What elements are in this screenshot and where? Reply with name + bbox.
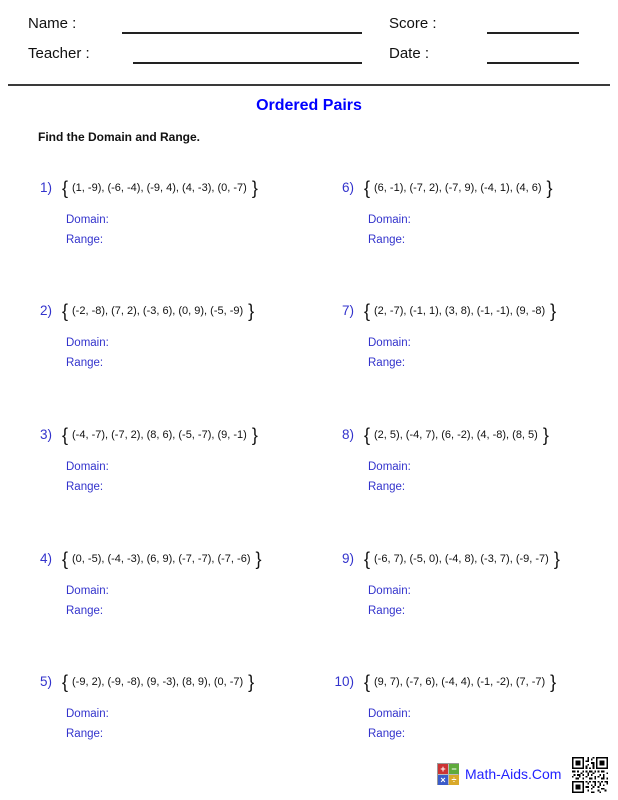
ordered-pairs-set [364, 425, 549, 445]
pairs-text: (9, 7), (-7, 6), (-4, 4), (-1, -2), (7, -7) [374, 676, 546, 688]
pairs-text: (2, 5), (-4, 7), (6, -2), (4, -8), (8, 5) [374, 429, 538, 441]
problem-10 [320, 672, 556, 740]
domain-label: Domain: [66, 585, 109, 597]
page-title: Ordered Pairs [256, 97, 362, 114]
problem-number: 8) [341, 427, 354, 442]
problem-5 [18, 672, 254, 740]
range-label: Range: [66, 357, 104, 369]
ordered-pairs-set [62, 549, 262, 569]
right-brace: } [546, 178, 553, 198]
pairs-text: (6, -1), (-7, 2), (-7, 9), (-4, 1), (4, 6) [374, 182, 542, 194]
left-brace: { [364, 301, 371, 321]
problem-3 [18, 425, 258, 493]
ordered-pairs-set [364, 178, 553, 198]
left-brace: { [62, 672, 69, 692]
times-icon: × [438, 775, 448, 785]
left-brace: { [62, 301, 69, 321]
ordered-pairs-set [62, 425, 258, 445]
problem-number: 7) [341, 303, 354, 318]
plus-icon: + [438, 764, 448, 774]
range-label: Range: [66, 234, 104, 246]
range-label: Range: [66, 481, 104, 493]
domain-label: Domain: [368, 708, 411, 720]
right-brace: } [553, 549, 560, 569]
pairs-text: (-6, 7), (-5, 0), (-4, 8), (-3, 7), (-9, -7) [374, 553, 549, 565]
left-brace: { [62, 178, 69, 198]
left-brace: { [62, 549, 69, 569]
domain-label: Domain: [368, 214, 411, 226]
left-brace: { [364, 425, 371, 445]
ordered-pairs-set [62, 672, 254, 692]
pairs-text: (1, -9), (-6, -4), (-9, 4), (4, -3), (0, -7) [72, 182, 247, 194]
name-label: Name : [28, 15, 77, 32]
teacher-write-line [133, 62, 362, 64]
domain-label: Domain: [66, 461, 109, 473]
range-label: Range: [66, 728, 104, 740]
range-label: Range: [368, 481, 406, 493]
right-brace: } [550, 301, 557, 321]
domain-label: Domain: [368, 461, 411, 473]
problem-number: 6) [341, 180, 354, 195]
pairs-text: (-9, 2), (-9, -8), (9, -3), (8, 9), (0, -7) [72, 676, 244, 688]
left-brace: { [364, 178, 371, 198]
problem-number: 3) [39, 427, 52, 442]
domain-label: Domain: [368, 585, 411, 597]
math-aids-brand-link[interactable]: Math-Aids.Com [465, 766, 562, 782]
header-divider [8, 84, 610, 86]
pairs-text: (-2, -8), (7, 2), (-3, 6), (0, 9), (-5, -9) [72, 305, 244, 317]
problem-1 [18, 178, 258, 246]
right-brace: } [248, 672, 255, 692]
range-label: Range: [368, 234, 406, 246]
teacher-label: Teacher : [28, 45, 90, 62]
qr-code [572, 757, 608, 793]
minus-icon: − [449, 764, 459, 774]
problem-number: 5) [39, 674, 52, 689]
problem-9 [320, 549, 560, 617]
ordered-pairs-set [62, 178, 258, 198]
name-write-line [122, 32, 362, 34]
left-brace: { [62, 425, 69, 445]
problem-number: 1) [39, 180, 52, 195]
ordered-pairs-set [364, 301, 556, 321]
range-label: Range: [368, 357, 406, 369]
pairs-text: (-4, -7), (-7, 2), (8, 6), (-5, -7), (9, -1) [72, 429, 247, 441]
problem-8 [320, 425, 549, 493]
score-write-line [487, 32, 579, 34]
divide-icon: ÷ [449, 775, 459, 785]
right-brace: } [255, 549, 262, 569]
range-label: Range: [368, 605, 406, 617]
date-write-line [487, 62, 579, 64]
math-aids-logo-icon [437, 763, 459, 785]
left-brace: { [364, 549, 371, 569]
score-label: Score : [389, 15, 437, 32]
right-brace: } [251, 178, 258, 198]
domain-label: Domain: [66, 214, 109, 226]
problem-number: 10) [334, 674, 354, 689]
domain-label: Domain: [66, 708, 109, 720]
range-label: Range: [66, 605, 104, 617]
right-brace: } [251, 425, 258, 445]
domain-label: Domain: [66, 337, 109, 349]
problem-4 [18, 549, 262, 617]
pairs-text: (2, -7), (-1, 1), (3, 8), (-1, -1), (9, -8) [374, 305, 546, 317]
instruction-text: Find the Domain and Range. [38, 130, 201, 144]
pairs-text: (0, -5), (-4, -3), (6, 9), (-7, -7), (-7, -6) [72, 553, 251, 565]
right-brace: } [542, 425, 549, 445]
problem-6 [320, 178, 553, 246]
problem-number: 9) [341, 551, 354, 566]
ordered-pairs-set [62, 301, 254, 321]
date-label: Date : [389, 45, 430, 62]
right-brace: } [550, 672, 557, 692]
domain-label: Domain: [368, 337, 411, 349]
problem-2 [18, 301, 254, 369]
problem-7 [320, 301, 556, 369]
ordered-pairs-set [364, 672, 556, 692]
problem-number: 2) [39, 303, 52, 318]
right-brace: } [248, 301, 255, 321]
ordered-pairs-set [364, 549, 560, 569]
range-label: Range: [368, 728, 406, 740]
left-brace: { [364, 672, 371, 692]
problem-number: 4) [39, 551, 52, 566]
